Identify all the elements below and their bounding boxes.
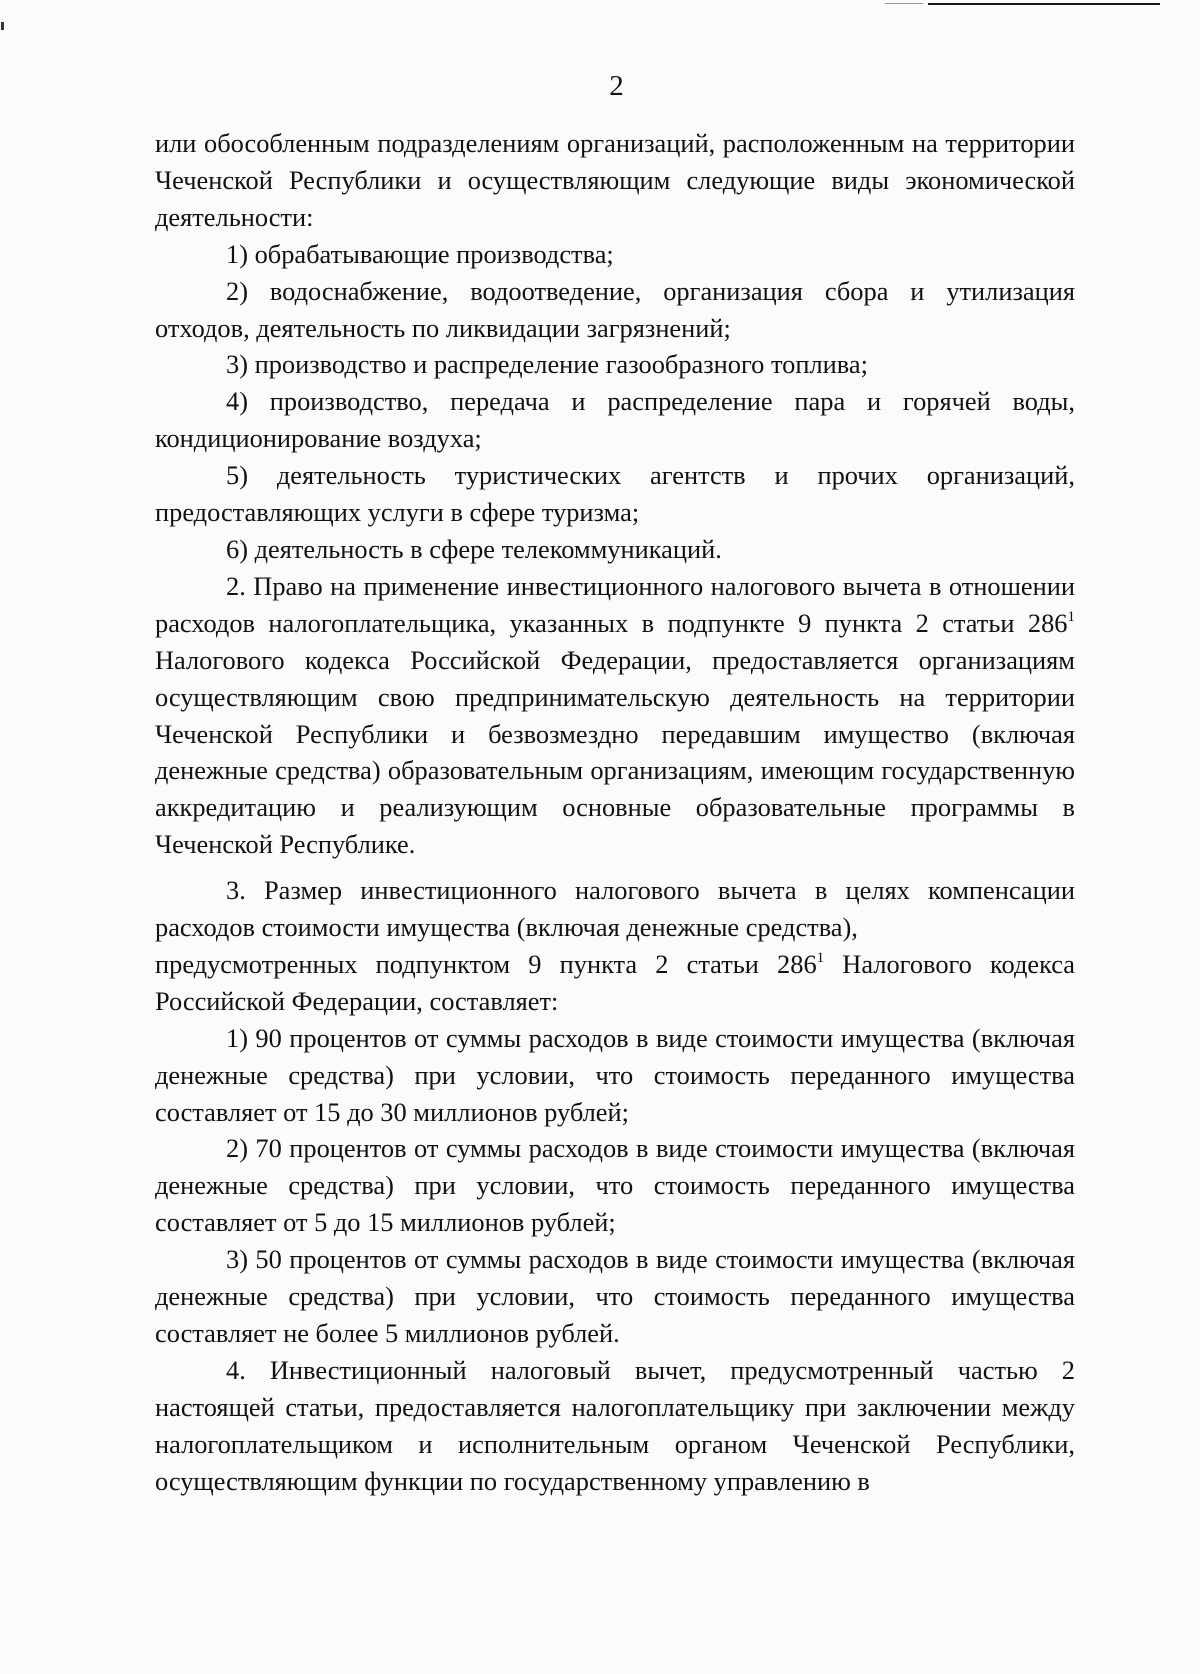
rate-item-3: 3) 50 процентов от суммы расходов в виде стоимости имущества (включая денежные средства) при условии, что стоимость переданного имущества составляет не более 5 миллионов рублей. [155,1244,1075,1348]
list-item-5: 5) деятельность туристических агентств и прочих организаций, предоставляющих услуги в сфере туризма; [155,460,1075,528]
document-body [155,125,1075,1500]
section-4-paragraph: 4. Инвестиционный налоговый вычет, предусмотренный частью 2 настоящей статьи, предоставляется налогоплательщику при заключении между налогоплательщиком и исполнительным органом Чеченской Республики, осуществляющим функции по государственному управлению в [155,1354,1075,1496]
section-3-paragraph: 3. Размер инвестиционного налогового вычета в целях компенсации расходов стоимости имущества (включая денежные средства), [155,875,1075,943]
list-item-1: 1) обрабатывающие производства; [226,238,614,269]
section-2-text-start: 2. Право на применение инвестиционного налогового вычета в отношении расходов налогоплательщика, указанных в подпункте 9 пункта 2 статьи 286 [155,570,1075,638]
section-3-superscript: 1 [816,949,825,966]
intro-paragraph: или обособленным подразделениям организаций, расположенным на территории Чеченской Республики и осуществляющим следующие виды экономической деятельности: [155,128,1075,232]
page-number: 2 [609,70,624,102]
list-item-3: 3) производство и распределение газообразного топлива; [226,349,868,380]
section-2-superscript: 1 [1067,608,1075,625]
list-item-4: 4) производство, передача и распределение пара и горячей воды, кондиционирование воздуха; [155,386,1075,454]
list-item-2: 2) водоснабжение, водоотведение, организация сбора и утилизация отходов, деятельность по ликвидации загрязнений; [155,275,1075,343]
scan-top-rule [928,3,1160,5]
section-3-continuation [155,946,1075,1020]
rate-item-2: 2) 70 процентов от суммы расходов в виде стоимости имущества (включая денежные средства) при условии, что стоимость переданного имущества составляет от 5 до 15 миллионов рублей; [155,1133,1075,1238]
scan-edge-mark [1,22,4,30]
section-2-text-end: Налогового кодекса Российской Федерации, предоставляется организациям осуществляющим свою предпринимательскую деятельность на территории Чеченской Республики и безвозмездно передавшим имущество (включая денежные средства) образовательным организациям, имеющим государственную аккредитацию и реализующим основные образовательные программы в Чеченской Республике. [155,644,1075,860]
section-2-paragraph [155,568,1075,863]
list-item-6: 6) деятельность в сфере телекоммуникаций. [226,533,722,564]
section-3-text-end: Налогового кодекса Российской Федерации, составляет: [155,948,1075,1016]
scan-mark-faint [885,3,923,4]
section-3-text-start: предусмотренных подпунктом 9 пункта 2 статьи 286 [155,948,817,979]
rate-item-1: 1) 90 процентов от суммы расходов в виде стоимости имущества (включая денежные средства) при условии, что стоимость переданного имущества составляет от 15 до 30 миллионов рублей; [155,1022,1075,1127]
